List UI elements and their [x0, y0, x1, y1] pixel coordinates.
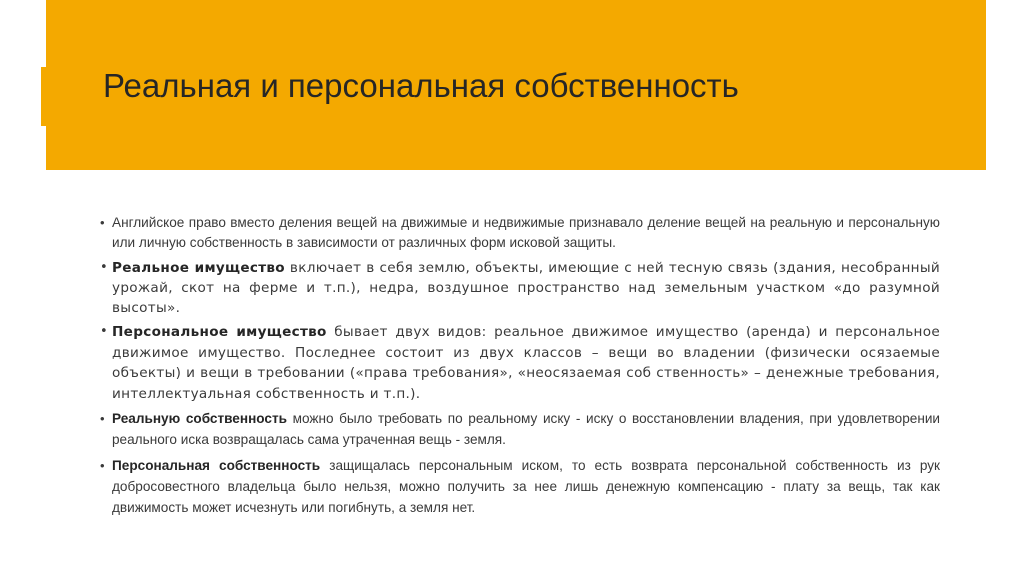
- bullet-term: Реальную собственность: [112, 411, 287, 426]
- title-accent-tab: [41, 67, 49, 126]
- bullet-term: Реальное имущество: [112, 260, 285, 276]
- bullet-item-personal-property: [100, 322, 940, 404]
- bullet-marker: •: [100, 411, 105, 426]
- bullet-text: включает в себя землю, объекты, имеющие с ней тесную связь (здания, несобранный урожай, скот на ферме и т.п.), недра, воздушное пространство над земельным участком «до разумной высоты».: [112, 260, 940, 316]
- bullet-term: Персональное имущество: [112, 324, 327, 340]
- bullet-item-personal-ownership: [100, 455, 940, 518]
- bullet-text: бывает двух видов: реальное движимое имущество (аренда) и персональное движимое имущество. Последнее состоит из двух классов – вещи во владении (физически осязаемые объекты) и вещи в требовании («права требования», «неосязаемая соб ственность» – денежные требования, интеллектуальная собственность и т.п.).: [112, 324, 941, 402]
- bullet-marker: •: [100, 215, 105, 230]
- bullet-marker: •: [100, 324, 108, 339]
- bullet-marker: •: [100, 260, 108, 275]
- bullet-item-english-law: [100, 213, 940, 253]
- bullet-text: Английское право вместо деления вещей на движимые и недвижимые признавало деление вещей на реальную и персональную или личную собственность в зависимости от различных форм исковой защиты.: [112, 215, 940, 250]
- bullet-text: можно было требовать по реальному иску - иску о восстановлении владения, при удовлетворении реального иска возвращалась сама утраченная вещь - земля.: [112, 411, 941, 447]
- bullet-list: [100, 213, 940, 518]
- bullet-term: Персональная собственность: [112, 458, 321, 473]
- slide-title: Реальная и персональная собственность: [103, 67, 739, 104]
- bullet-marker: •: [100, 458, 105, 473]
- bullet-item-real-ownership: [100, 408, 940, 450]
- bullet-item-real-property: [100, 258, 940, 318]
- bullet-text: защищалась персональным иском, то есть возврата персональной собственность из рук добросовестного владельца было нельзя, можно получить за нее лишь денежную компенсацию - плату за вещь, так как движимость может исчезнуть или погибнуть, а земля нет.: [112, 458, 940, 515]
